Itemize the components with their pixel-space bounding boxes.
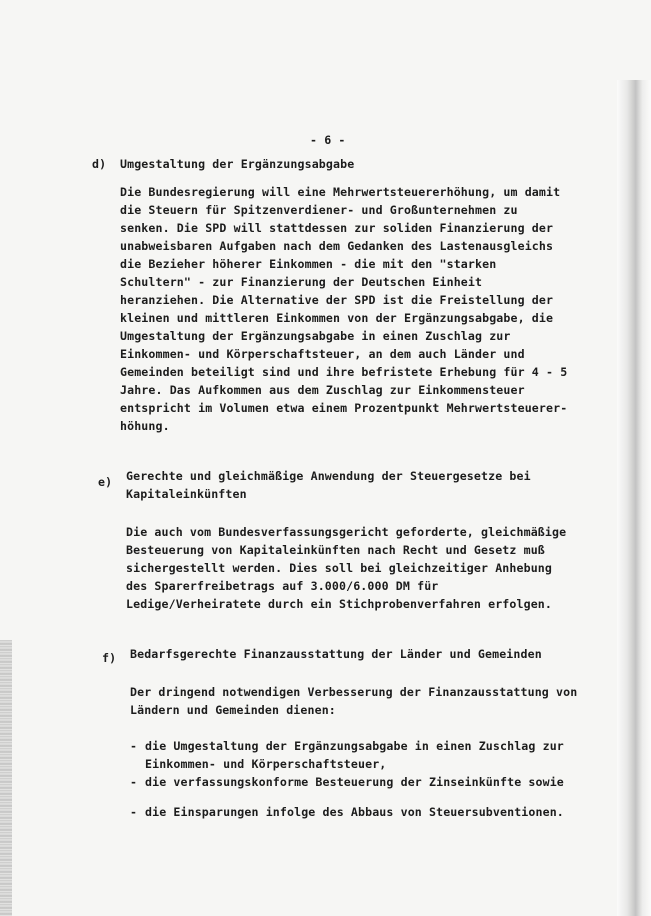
body-line: heranziehen. Die Alternative der SPD ist die Freistellung der: [120, 293, 554, 307]
dash-bullet-icon: -: [130, 739, 137, 753]
body-line: Einkommen- und Körperschaftsteuer, an dem auch Länder und: [120, 347, 525, 361]
body-line: Gemeinden beteiligt sind und ihre befristete Erhebung für 4 - 5: [120, 365, 568, 379]
body-line: Besteuerung von Kapitaleinkünften nach Recht und Gesetz muß: [126, 543, 545, 557]
scan-shadow-left: [0, 640, 12, 916]
list-item-text: Einkommen- und Körperschaftsteuer,: [145, 757, 387, 771]
body-line: Ländern und Gemeinden dienen:: [130, 703, 336, 717]
list-item-text: die verfassungskonforme Besteuerung der Zinseinkünfte sowie: [145, 775, 564, 789]
body-line: entspricht im Volumen etwa einem Prozentpunkt Mehrwertsteuerer-: [120, 401, 568, 415]
list-item-text: die Einsparungen infolge des Abbaus von Steuersubventionen.: [145, 805, 564, 819]
body-line: Jahre. Das Aufkommen aus dem Zuschlag zur Einkommensteuer: [120, 383, 525, 397]
section-e-heading-line-2: Kapitaleinkünften: [126, 487, 247, 501]
body-line: höhung.: [120, 419, 170, 433]
section-e-marker: e): [98, 475, 113, 489]
body-line: senken. Die SPD will stattdessen zur soliden Finanzierung der: [120, 221, 554, 235]
section-d-marker: d): [92, 157, 107, 171]
section-d-heading: Umgestaltung der Ergänzungsabgabe: [120, 157, 355, 171]
body-line: Die auch vom Bundesverfassungsgericht geforderte, gleichmäßige: [126, 525, 567, 539]
page-number: - 6 -: [310, 133, 346, 147]
body-line: Die Bundesregierung will eine Mehrwertsteuererhöhung, um damit: [120, 185, 561, 199]
body-line: Der dringend notwendigen Verbesserung der Finanzausstattung von: [130, 685, 578, 699]
body-line: des Sparerfreibetrags auf 3.000/6.000 DM für: [126, 579, 439, 593]
list-item-text: die Umgestaltung der Ergänzungsabgabe in einen Zuschlag zur: [145, 739, 564, 753]
body-line: unabweisbaren Aufgaben nach dem Gedanken des Lastenausgleichs: [120, 239, 554, 253]
body-line: die Steuern für Spitzenverdiener- und Großunternehmen zu: [120, 203, 518, 217]
dash-bullet-icon: -: [130, 775, 137, 789]
section-f-marker: f): [102, 651, 117, 665]
dash-bullet-icon: -: [130, 805, 137, 819]
body-line: kleinen und mittleren Einkommen von der Ergänzungsabgabe, die: [120, 311, 554, 325]
section-e-heading-line-1: Gerechte und gleichmäßige Anwendung der Steuergesetze bei: [126, 469, 531, 483]
scan-shadow-right: [617, 80, 651, 916]
section-f-heading: Bedarfsgerechte Finanzausstattung der Länder und Gemeinden: [130, 647, 542, 661]
body-line: Ledige/Verheiratete durch ein Stichprobenverfahren erfolgen.: [126, 597, 553, 611]
body-line: Schultern" - zur Finanzierung der Deutschen Einheit: [120, 275, 483, 289]
body-line: die Bezieher höherer Einkommen - die mit den "starken: [120, 257, 497, 271]
body-line: Umgestaltung der Ergänzungsabgabe in einen Zuschlag zur: [120, 329, 511, 343]
body-line: sichergestellt werden. Dies soll bei gleichzeitiger Anhebung: [126, 561, 553, 575]
